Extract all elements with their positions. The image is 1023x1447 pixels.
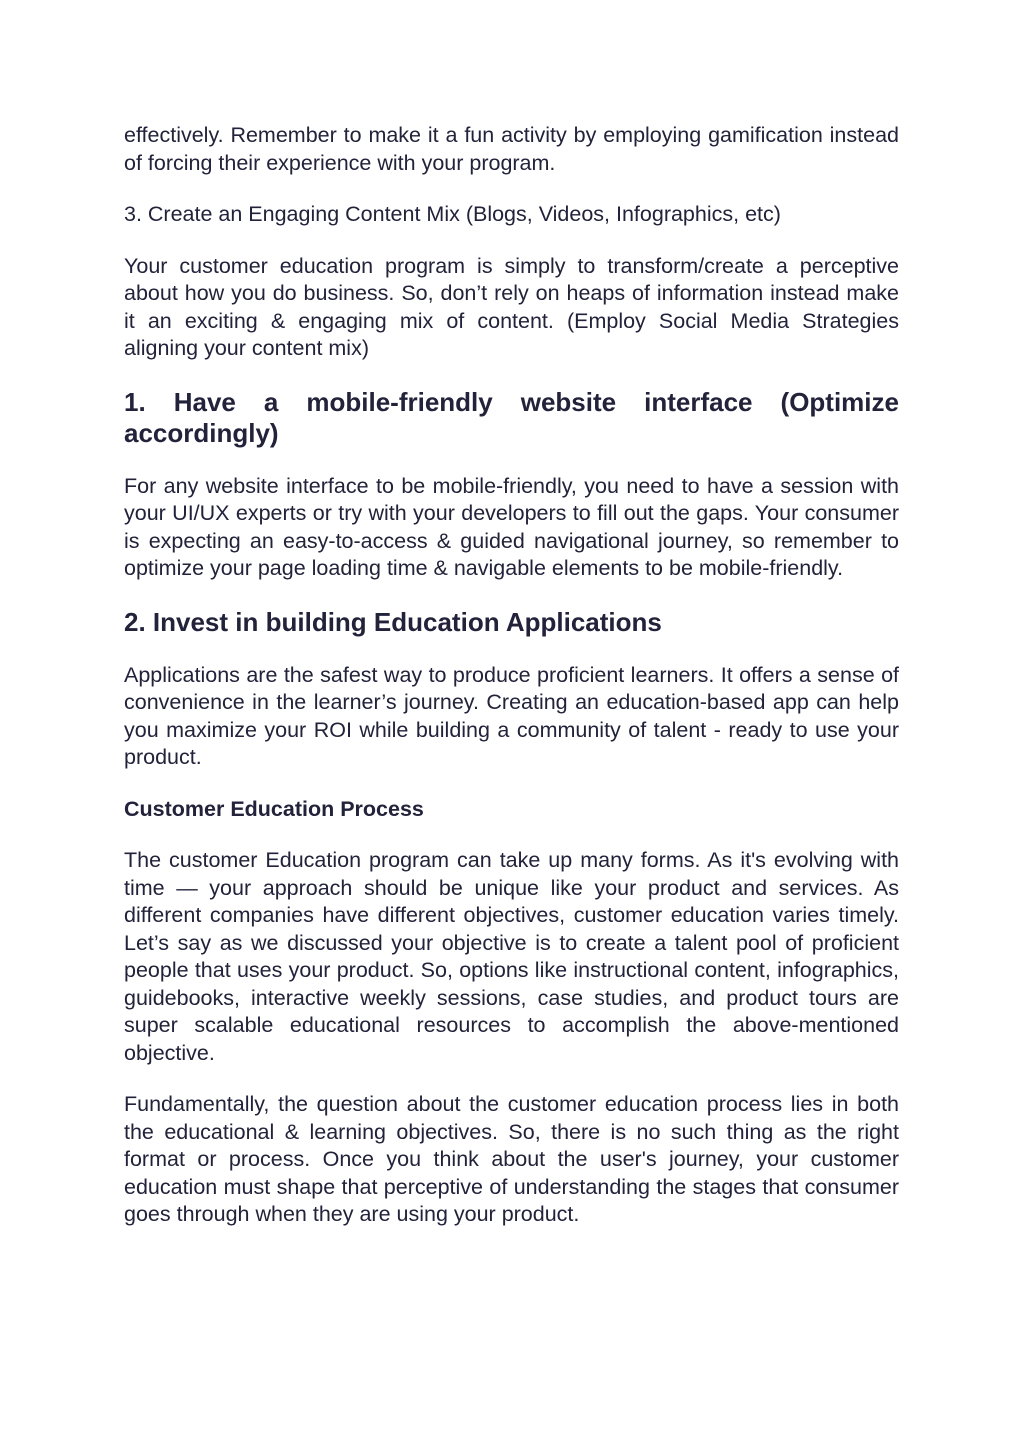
paragraph-continuation: effectively. Remember to make it a fun activity by employing gamification instead of forcing their experience with your program.	[124, 123, 899, 175]
paragraph-mobile-friendly: For any website interface to be mobile-friendly, you need to have a session with your UI/UX experts or try with your developers to fill out the gaps. Your consumer is expecting an easy-to-access & guided navigational journey, so remember to optimize your page loading time & navigable elements to be mobile-friendly.	[124, 473, 899, 580]
document-page	[124, 122, 899, 1253]
paragraph-process-forms: The customer Education program can take up many forms. As it's evolving with time — your approach should be unique like your product and services. As different companies have different objectives, customer education varies timely. Let’s say as we discussed your objective is to create a talent pool of proficient people that uses your product. So, options like instructional content, infographics, guidebooks, interactive weekly sessions, case studies, and product tours are super scalable educational resources to accomplish the above-mentioned objective.	[124, 848, 899, 1065]
section-heading-mobile-friendly: 1. Have a mobile-friendly website interface (Optimize accordingly)	[124, 386, 899, 448]
section-heading-education-apps: 2. Invest in building Education Applications	[124, 606, 662, 637]
list-item-3-heading: 3. Create an Engaging Content Mix (Blogs, Videos, Infographics, etc)	[124, 202, 781, 226]
paragraph-content-mix: Your customer education program is simply to transform/create a perceptive about how you do business. So, don’t rely on heaps of information instead make it an exciting & engaging mix of content. (Employ Social Media Strategies aligning your content mix)	[124, 253, 899, 360]
subheading-customer-education-process: Customer Education Process	[124, 796, 424, 821]
paragraph-process-fundamentals: Fundamentally, the question about the customer education process lies in both the educational & learning objectives. So, there is no such thing as the right format or process. Once you think about the user's journey, your customer education must shape that perceptive of understanding the stages that consumer goes through when they are using your product.	[124, 1092, 899, 1226]
paragraph-education-apps: Applications are the safest way to produce proficient learners. It offers a sense of convenience in the learner’s journey. Creating an education-based app can help you maximize your ROI while building a community of talent - ready to use your product.	[124, 662, 899, 769]
